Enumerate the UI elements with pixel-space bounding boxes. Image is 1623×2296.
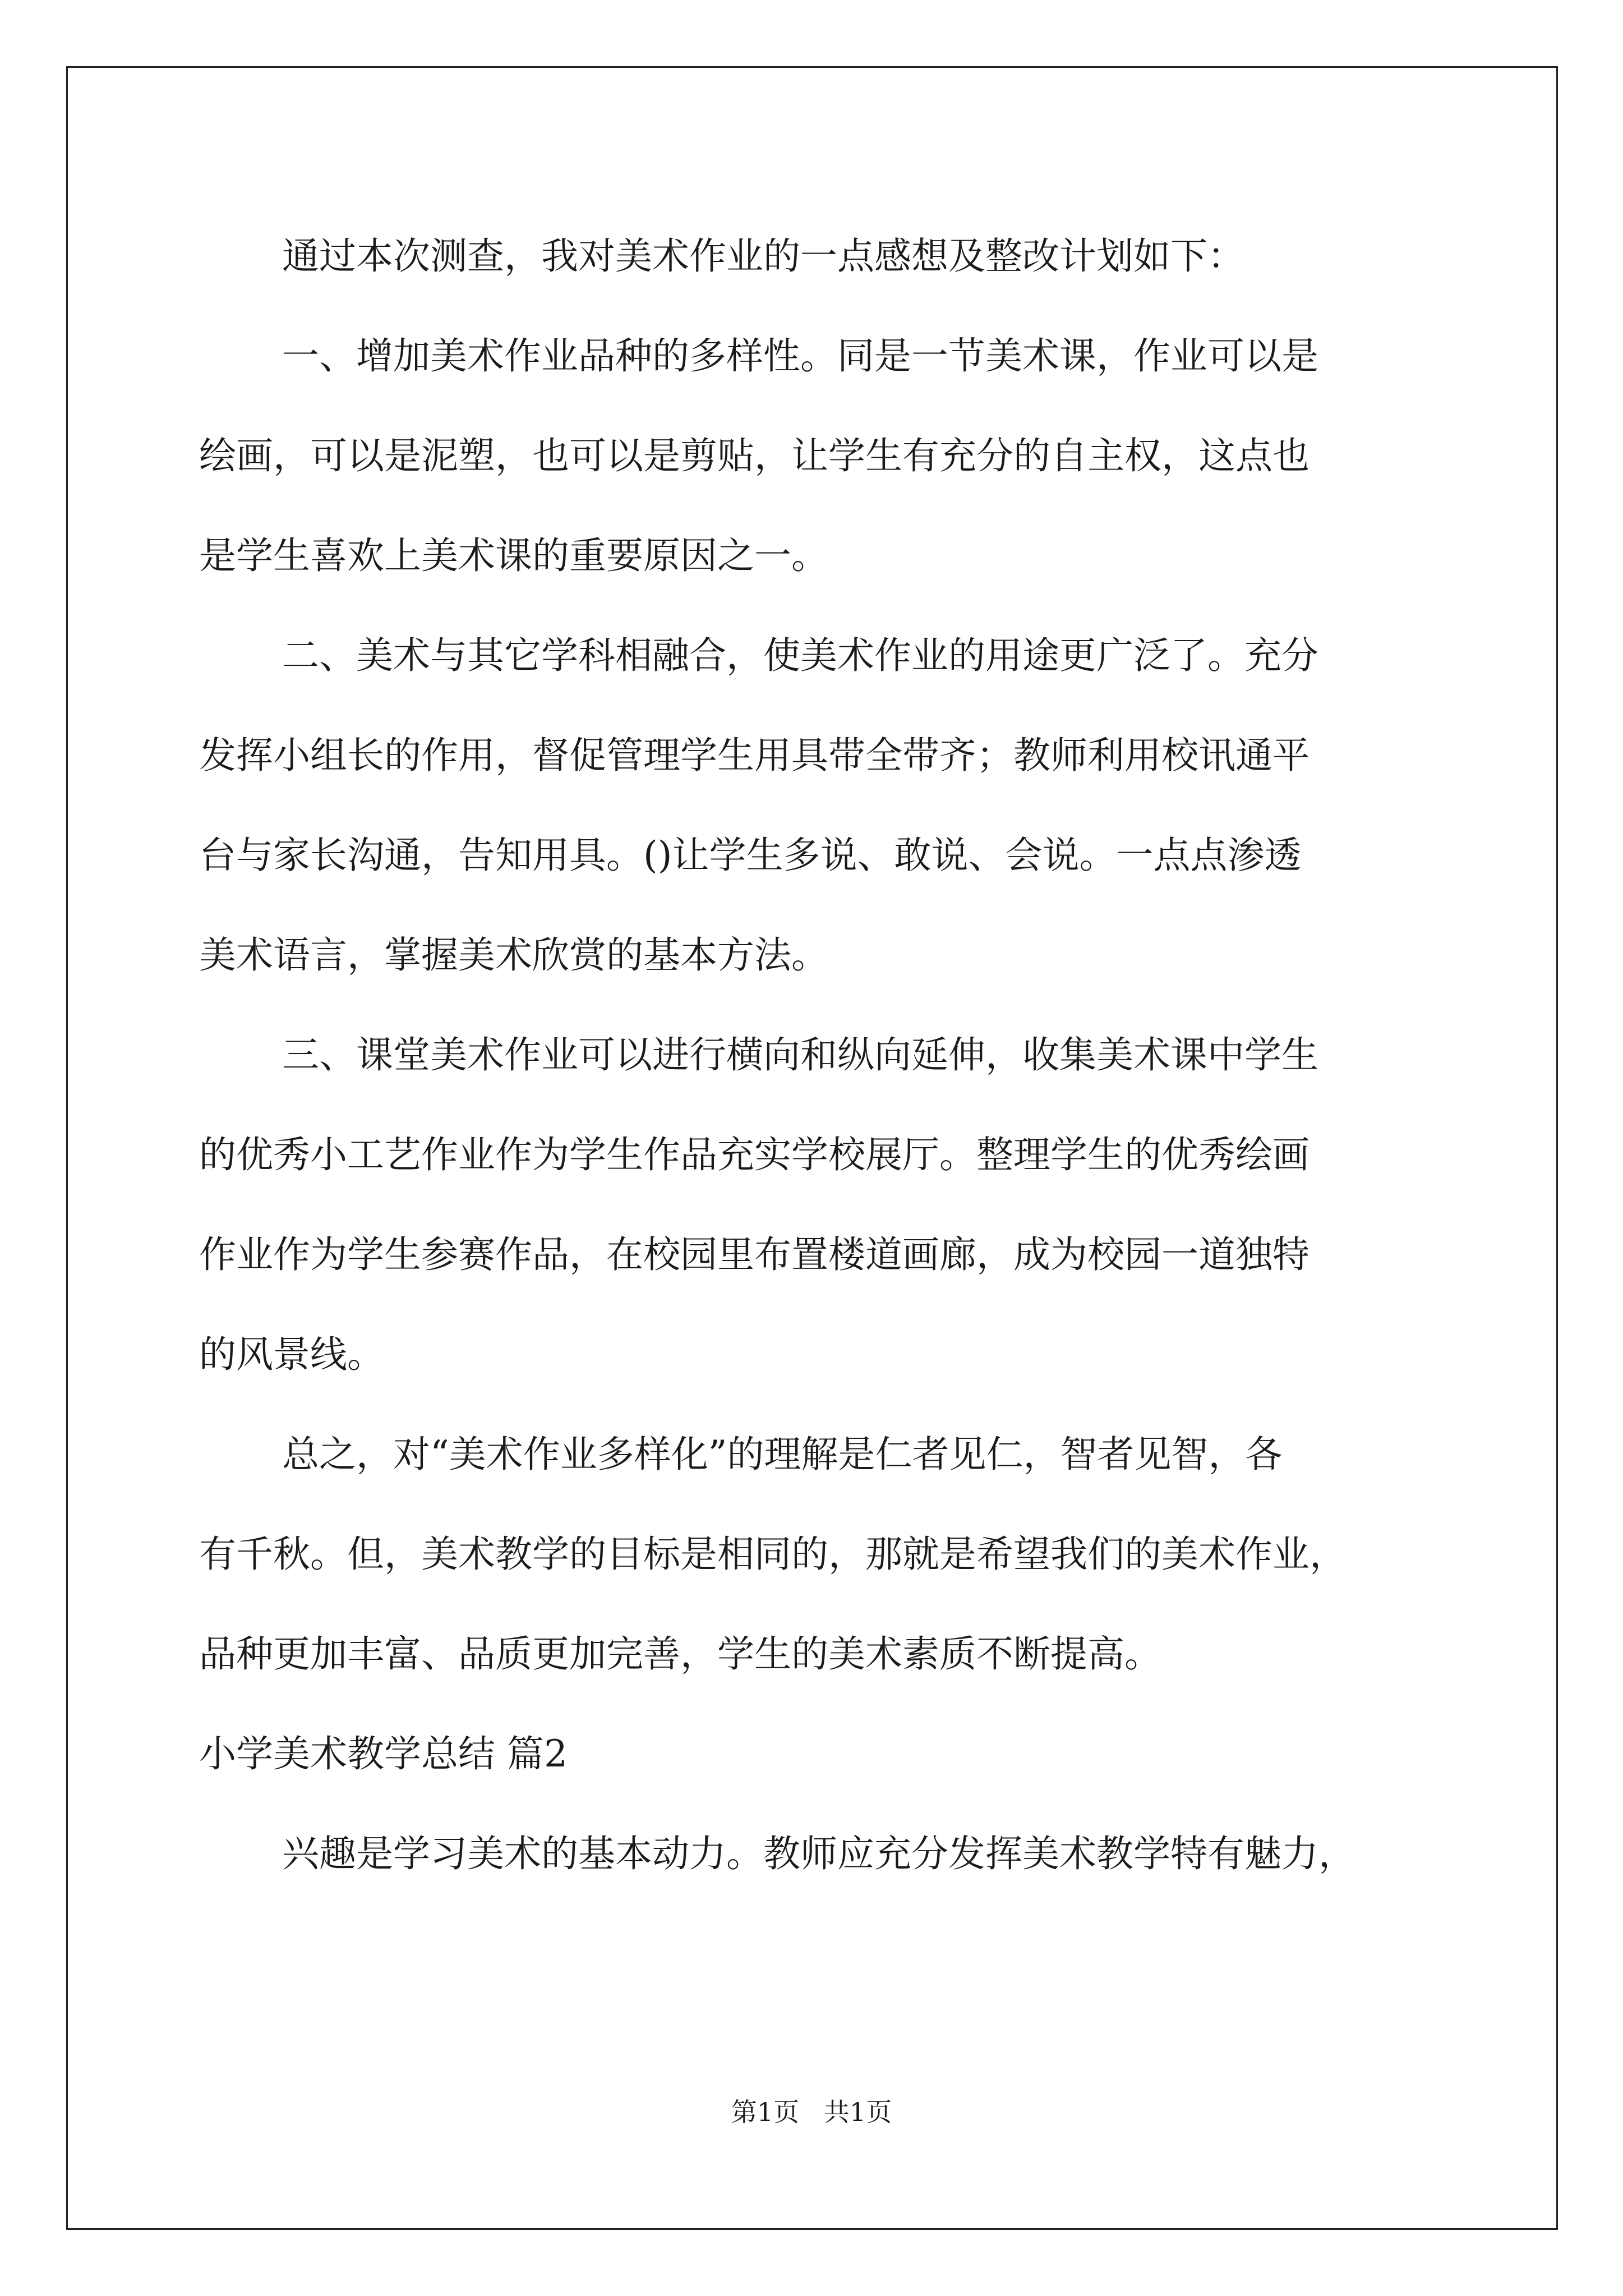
paragraph-line: 三、课堂美术作业可以进行横向和纵向延伸，收集美术课中学生 [282, 1033, 1318, 1076]
paragraph-line: 有千秋。但，美术教学的目标是相同的，那就是希望我们的美术作业， [199, 1533, 1347, 1576]
paragraph-line: 台与家长沟通，告知用具。()让学生多说、敢说、会说。一点点渗透 [199, 834, 1302, 877]
paragraph-line: 通过本次测查，我对美术作业的一点感想及整改计划如下： [282, 234, 1244, 278]
page-footer: 第1页 共1页 [731, 2097, 892, 2127]
section-heading: 小学美术教学总结 篇2 [199, 1732, 568, 1775]
paragraph-line: 美术语言，掌握美术欣赏的基本方法。 [199, 933, 828, 977]
paragraph-line: 一、增加美术作业品种的多样性。同是一节美术课，作业可以是 [282, 334, 1318, 378]
paragraph-line: 是学生喜欢上美术课的重要原因之一。 [199, 534, 828, 577]
paragraph-line: 总之，对“美术作业多样化”的理解是仁者见仁，智者见智，各 [282, 1433, 1283, 1476]
paragraph-line: 品种更加丰富、品质更加完善，学生的美术素质不断提高。 [199, 1632, 1161, 1676]
paragraph-line: 二、美术与其它学科相融合，使美术作业的用途更广泛了。充分 [282, 634, 1318, 677]
paragraph-line: 绘画，可以是泥塑，也可以是剪贴，让学生有充分的自主权，这点也 [199, 434, 1310, 477]
paragraph-line: 兴趣是学习美术的基本动力。教师应充分发挥美术教学特有魅力， [282, 1832, 1355, 1875]
paragraph-line: 作业作为学生参赛作品，在校园里布置楼道画廊，成为校园一道独特 [199, 1233, 1310, 1276]
paragraph-line: 发挥小组长的作用，督促管理学生用具带全带齐；教师利用校讯通平 [199, 734, 1310, 777]
paragraph-line: 的风景线。 [199, 1333, 384, 1376]
paragraph-line: 的优秀小工艺作业作为学生作品充实学校展厅。整理学生的优秀绘画 [199, 1133, 1310, 1176]
document-body [199, 206, 1461, 1904]
